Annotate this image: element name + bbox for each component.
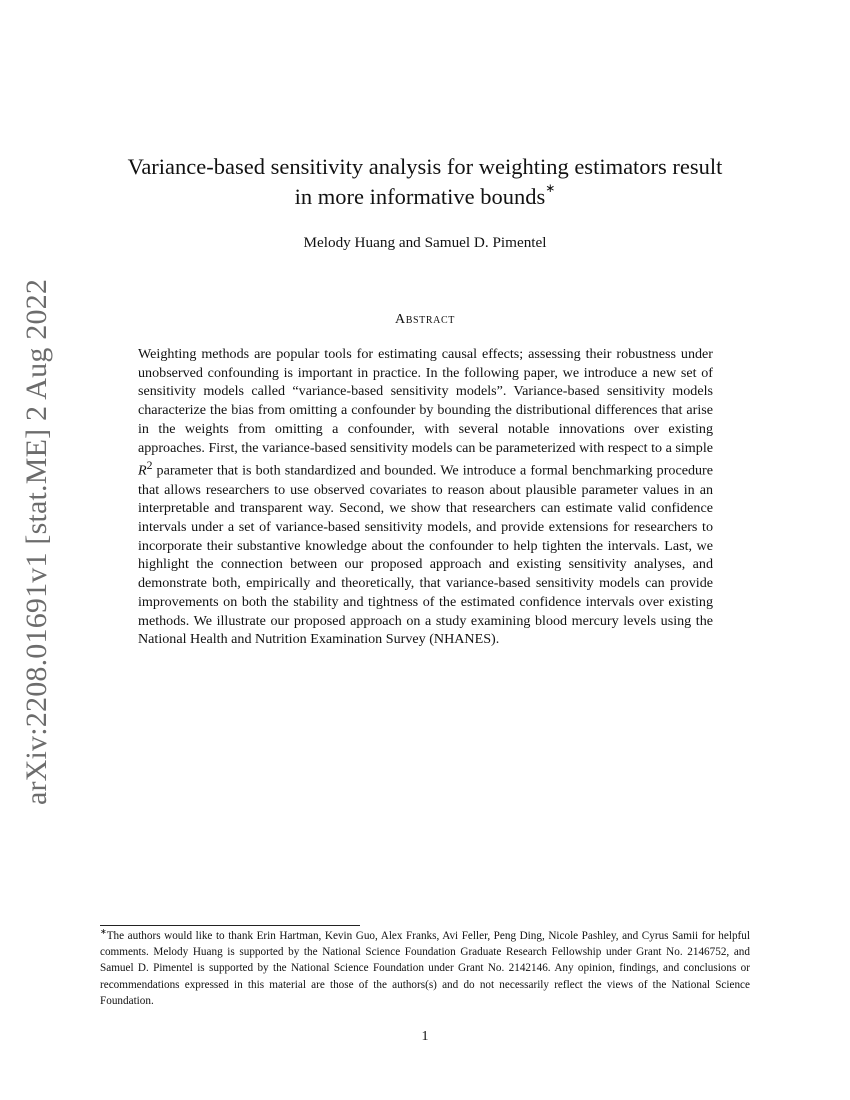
footnote-text: The authors would like to thank Erin Hartman, Kevin Guo, Alex Franks, Avi Feller, Peng Ding, Nicole Pashley, and Cyrus Samii for helpful comments. Melody Huang is supported by the National Science Foundation Graduate Research Fellowship under Grant No. 2146752, and Samuel D. Pimentel is supported by the National Science Foundation under Grant No. 2142146. Any opinion, findings, and conclusions or recommendations expressed in this material are those of the authors(s) and do not necessarily reflect the views of the National Science Foundation. xyxy=(100,930,750,1007)
arxiv-identifier-text: arXiv:2208.01691v1 [stat.ME] 2 Aug 2022 xyxy=(20,278,53,806)
paper-title xyxy=(100,152,750,212)
abstract-text-part-1: Weighting methods are popular tools for estimating causal effects; assessing their robustness under unobserved confounding is important in practice. In the following paper, we introduce a new set of sensitivity models called “variance-based sensitivity models”. Variance-based sensitivity models characterize the bias from omitting a confounder by bounding the distributional differences that arise in the weights from omitting a confounder, with several notable innovations over existing approaches. First, the variance-based sensitivity models can be parameterized with respect to a simple xyxy=(138,346,713,456)
author-list: Melody Huang and Samuel D. Pimentel xyxy=(303,234,547,251)
arxiv-identifier-stamp xyxy=(14,278,60,806)
footnote-marker: ∗ xyxy=(100,927,107,936)
abstract-body xyxy=(138,345,713,649)
math-r-symbol: R xyxy=(138,462,147,479)
abstract-text-part-2: parameter that is both standardized and bounded. We introduce a formal benchmarking procedure that allows researchers to use observed covariates to reason about plausible parameter values in an interpretable and transparent way. Second, we show that researchers can estimate valid confidence intervals under a set of variance-based sensitivity models, and provide extensions for researchers to incorporate their substantive knowledge about the confounder to help tighten the intervals. Last, we highlight the connection between our proposed approach and existing sensitivity analyses, and demonstrate both, empirically and theoretically, that variance-based sensitivity models can provide improvements on both the stability and tightness of the estimated confidence intervals over existing methods. We illustrate our proposed approach on a study examining blood mercury levels using the National Health and Nutrition Examination Survey (NHANES). xyxy=(138,462,713,648)
footnote-divider xyxy=(100,925,360,926)
title-line-1: Variance-based sensitivity analysis for weighting estimators result xyxy=(127,154,723,179)
abstract-heading: Abstract xyxy=(395,312,455,327)
acknowledgement-footnote xyxy=(100,928,750,1009)
title-line-2: in more informative bounds xyxy=(294,184,546,209)
abstract-paragraph xyxy=(138,345,713,649)
math-r-exponent: 2 xyxy=(146,459,153,473)
title-footnote-marker: ∗ xyxy=(545,181,556,195)
page-number: 1 xyxy=(421,1029,429,1044)
